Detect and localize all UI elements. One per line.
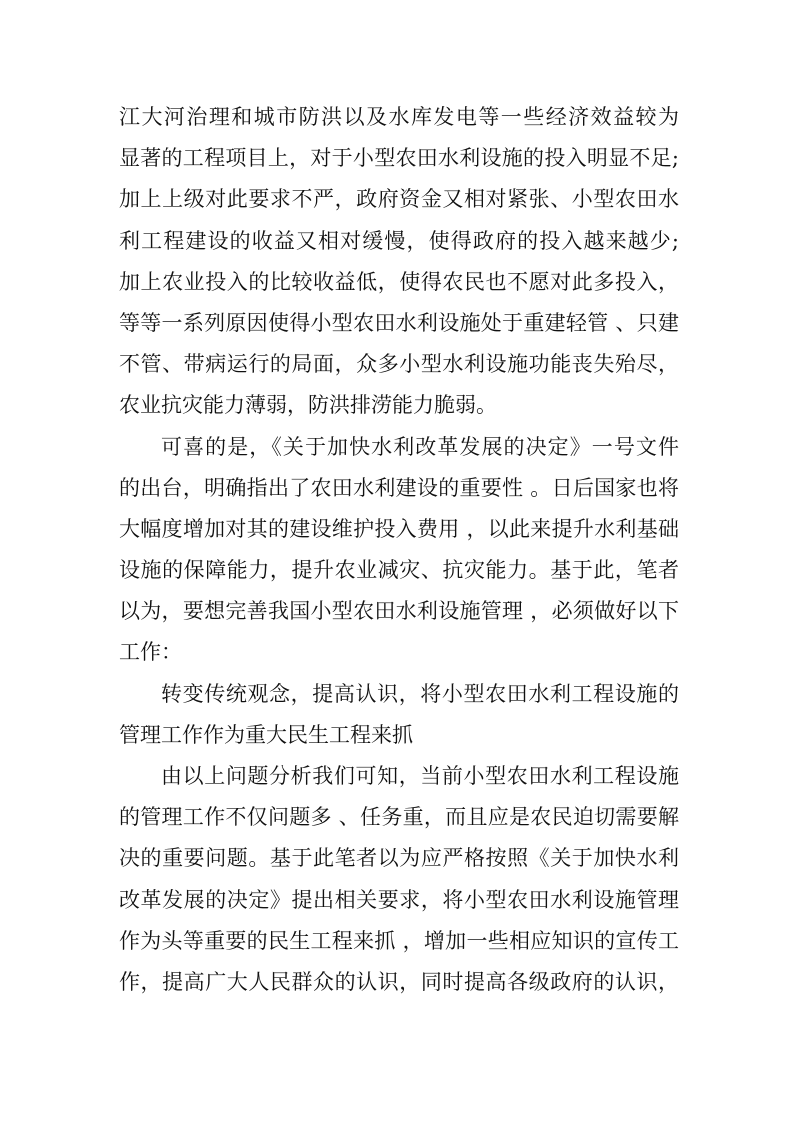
- text-line: 工作：: [119, 640, 182, 665]
- text-line: 设施的保障能力，提升农业减灾、抗灾能力。基于此，笔者: [119, 558, 679, 583]
- text-line: 由以上问题分析我们可知，当前小型农田水利工程设施: [161, 764, 679, 788]
- text-line: 等等一系列原因使得小型农田水利设施处于重建轻管 、只建: [119, 310, 679, 335]
- section-heading-line: 转变传统观念，提高认识，将小型农田水利工程设施的: [161, 681, 679, 706]
- body-text: [119, 97, 679, 1003]
- text-line: 江大河治理和城市防洪以及水库发电等一些经济效益较为: [119, 105, 679, 129]
- text-line: 的出台，明确指出了农田水利建设的重要性 。日后国家也将: [119, 475, 679, 500]
- text-line: 改革发展的决定》提出相关要求，将小型农田水利设施管理: [119, 887, 679, 912]
- text-line: 决的重要问题。基于此笔者以为应严格按照《关于加快水利: [119, 846, 679, 871]
- text-line: 以为，要想完善我国小型农田水利设施管理 ，必须做好以下: [119, 599, 679, 624]
- text-line: 农业抗灾能力薄弱，防洪排涝能力脆弱。: [119, 393, 497, 418]
- text-line: 显著的工程项目上，对于小型农田水利设施的投入明显不足;: [119, 146, 679, 171]
- text-line: 可喜的是，《关于加快水利改革发展的决定》一号文件: [161, 434, 679, 459]
- text-line: 加上上级对此要求不严，政府资金又相对紧张、小型农田水: [119, 187, 679, 212]
- text-line: 作，提高广大人民群众的认识，同时提高各级政府的认识，: [119, 969, 679, 994]
- text-line: 作为头等重要的民生工程来抓 ，增加一些相应知识的宣传工: [119, 928, 679, 953]
- text-line: 不管、带病运行的局面，众多小型水利设施功能丧失殆尽，: [119, 352, 679, 377]
- section-heading-line: 管理工作作为重大民生工程来抓: [119, 722, 413, 747]
- text-line: 加上农业投入的比较收益低，使得农民也不愿对此多投入，: [119, 269, 679, 294]
- text-line: 利工程建设的收益又相对缓慢，使得政府的投入越来越少;: [119, 228, 679, 253]
- text-line: 大幅度增加对其的建设维护投入费用 ，以此来提升水利基础: [119, 516, 679, 541]
- text-line: 的管理工作不仅问题多 、任务重，而且应是农民迫切需要解: [119, 805, 679, 830]
